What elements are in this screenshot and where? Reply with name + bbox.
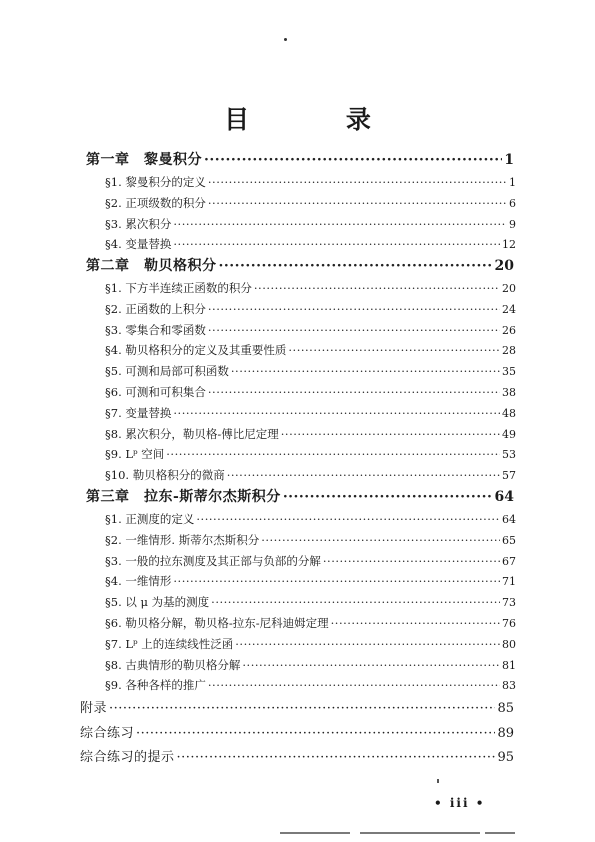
toc-section-label: §2. 一维情形. 斯蒂尔杰斯积分 xyxy=(105,533,260,547)
dot-leader xyxy=(242,658,500,672)
toc-section-page-number: 76 xyxy=(502,617,516,630)
scan-edge-line xyxy=(280,832,350,834)
dot-leader xyxy=(254,281,500,295)
toc-section xyxy=(105,216,516,232)
toc-section-label: §8. 累次积分，勒贝格-傅比尼定理 xyxy=(105,427,279,441)
dot-leader xyxy=(196,512,500,526)
toc-section-page-number: 12 xyxy=(502,238,516,251)
toc-section xyxy=(105,594,516,610)
toc-section-label: §2. 正项级数的积分 xyxy=(105,196,206,210)
toc-appendix-label: 综合练习 xyxy=(80,726,135,741)
toc-section xyxy=(105,553,516,569)
dot-leader xyxy=(211,595,500,609)
toc-section-page-number: 26 xyxy=(502,324,516,337)
toc-section-label: §8. 古典情形的勒贝格分解 xyxy=(105,658,241,672)
page-title: 目 录 xyxy=(224,105,415,134)
toc-section xyxy=(105,342,516,358)
dot-leader xyxy=(331,616,500,630)
scan-edge-line xyxy=(360,832,480,834)
dot-leader xyxy=(208,302,500,316)
dot-leader xyxy=(219,258,493,274)
toc-section xyxy=(105,532,516,548)
toc-chapter-label: 第三章 拉东-斯蒂尔杰斯积分 xyxy=(86,489,281,505)
toc-section-page-number: 65 xyxy=(502,534,516,547)
toc-section xyxy=(105,236,516,252)
toc-section-label: §7. 变量替换 xyxy=(105,406,172,420)
toc-section xyxy=(105,677,516,693)
toc-section xyxy=(105,384,516,400)
toc-section-label: §1. 正测度的定义 xyxy=(105,512,195,526)
dot-leader xyxy=(173,217,507,231)
dot-leader xyxy=(173,406,500,420)
toc-section xyxy=(105,446,516,462)
toc-section-page-number: 38 xyxy=(502,386,516,399)
toc-section-label: §4. 一维情形 xyxy=(105,574,172,588)
toc-section-page-number: 48 xyxy=(502,407,516,420)
toc-section-page-number: 67 xyxy=(502,555,516,568)
toc-section-label: §1. 下方半连续正函数的积分 xyxy=(105,281,252,295)
toc-section xyxy=(105,511,516,527)
toc-section-page-number: 81 xyxy=(502,659,516,672)
dot-leader xyxy=(173,237,500,251)
dot-leader xyxy=(208,196,507,210)
toc-section xyxy=(105,301,516,317)
toc-section-label: §9. 各种各样的推广 xyxy=(105,678,206,692)
toc-appendix-page-number: 89 xyxy=(497,726,514,741)
toc-chapter xyxy=(86,149,514,169)
dot-leader xyxy=(208,678,500,692)
toc-section-page-number: 83 xyxy=(502,679,516,692)
toc-section xyxy=(105,363,516,379)
toc-chapter xyxy=(86,255,514,275)
toc-section-page-number: 71 xyxy=(502,575,516,588)
toc-section-page-number: 1 xyxy=(509,176,516,189)
dot-leader xyxy=(231,364,500,378)
dot-leader xyxy=(208,323,500,337)
toc-appendix-label: 附录 xyxy=(80,701,108,716)
toc-chapter-label: 第二章 勒贝格积分 xyxy=(86,258,217,274)
dot-leader xyxy=(166,447,500,461)
toc-section-label: §3. 累次积分 xyxy=(105,217,172,231)
dot-leader xyxy=(173,574,500,588)
toc-section xyxy=(105,615,516,631)
toc-section-page-number: 20 xyxy=(502,282,516,295)
dot-leader xyxy=(283,489,493,505)
toc-appendix-label: 综合练习的提示 xyxy=(80,750,175,765)
toc-section-page-number: 9 xyxy=(509,218,516,231)
toc-chapter-page-number: 64 xyxy=(494,489,514,505)
dot-leader xyxy=(288,343,500,357)
toc-section xyxy=(105,280,516,296)
toc-section-label: §1. 黎曼积分的定义 xyxy=(105,175,206,189)
toc-section xyxy=(105,405,516,421)
toc-section-label: §3. 零集合和零函数 xyxy=(105,323,206,337)
dot-leader xyxy=(109,701,495,716)
toc-section-page-number: 28 xyxy=(502,344,516,357)
toc-section xyxy=(105,322,516,338)
dot-leader xyxy=(204,152,502,168)
toc-section xyxy=(105,467,516,483)
toc-section-label: §6. 勒贝格分解，勒贝格-拉东-尼科迪姆定理 xyxy=(105,616,329,630)
toc-chapter-page-number: 1 xyxy=(504,152,514,168)
toc-chapter-label: 第一章 黎曼积分 xyxy=(86,152,202,168)
toc-appendix-page-number: 85 xyxy=(497,701,514,716)
toc-section-page-number: 57 xyxy=(502,469,516,482)
toc-section-page-number: 35 xyxy=(502,365,516,378)
scan-mark xyxy=(437,779,439,783)
toc-section xyxy=(105,195,516,211)
toc-appendix-page-number: 95 xyxy=(497,750,514,765)
toc-section-page-number: 80 xyxy=(502,638,516,651)
dot-leader xyxy=(281,427,500,441)
dot-leader xyxy=(261,533,500,547)
toc-section-page-number: 73 xyxy=(502,596,516,609)
dot-leader xyxy=(208,175,507,189)
dot-leader xyxy=(208,385,500,399)
toc-section-label: §10. 勒贝格积分的微商 xyxy=(105,468,225,482)
toc-chapter xyxy=(86,486,514,506)
toc-section xyxy=(105,636,516,652)
toc-section-label: §6. 可测和可积集合 xyxy=(105,385,206,399)
toc-section-label: §7. Lᵖ 上的连续线性泛函 xyxy=(105,637,234,651)
dot-leader xyxy=(177,750,496,765)
toc-section-page-number: 64 xyxy=(502,513,516,526)
toc-section-page-number: 53 xyxy=(502,448,516,461)
toc-section xyxy=(105,657,516,673)
toc-section-label: §4. 变量替换 xyxy=(105,237,172,251)
toc-section-label: §2. 正函数的上积分 xyxy=(105,302,206,316)
toc-section-page-number: 49 xyxy=(502,428,516,441)
dot-leader xyxy=(227,468,500,482)
toc-section-label: §3. 一般的拉东测度及其正部与负部的分解 xyxy=(105,554,321,568)
page-number: • iii • xyxy=(434,796,486,810)
dot-leader xyxy=(136,726,495,741)
toc-section-label: §9. Lᵖ 空间 xyxy=(105,447,165,461)
toc-section-label: §5. 可测和局部可积函数 xyxy=(105,364,229,378)
dot-leader xyxy=(323,554,500,568)
toc-chapter-page-number: 20 xyxy=(494,258,514,274)
toc-section-label: §4. 勒贝格积分的定义及其重要性质 xyxy=(105,343,287,357)
toc-appendix xyxy=(80,697,514,716)
toc-section-label: §5. 以 μ 为基的测度 xyxy=(105,595,210,609)
toc-appendix xyxy=(80,722,514,741)
toc-section-page-number: 6 xyxy=(509,197,516,210)
toc-appendix xyxy=(80,746,514,765)
scan-edge-line xyxy=(485,832,515,834)
dot-leader xyxy=(235,637,500,651)
toc-section-page-number: 24 xyxy=(502,303,516,316)
toc-section xyxy=(105,174,516,190)
toc-section xyxy=(105,573,516,589)
toc-section xyxy=(105,426,516,442)
